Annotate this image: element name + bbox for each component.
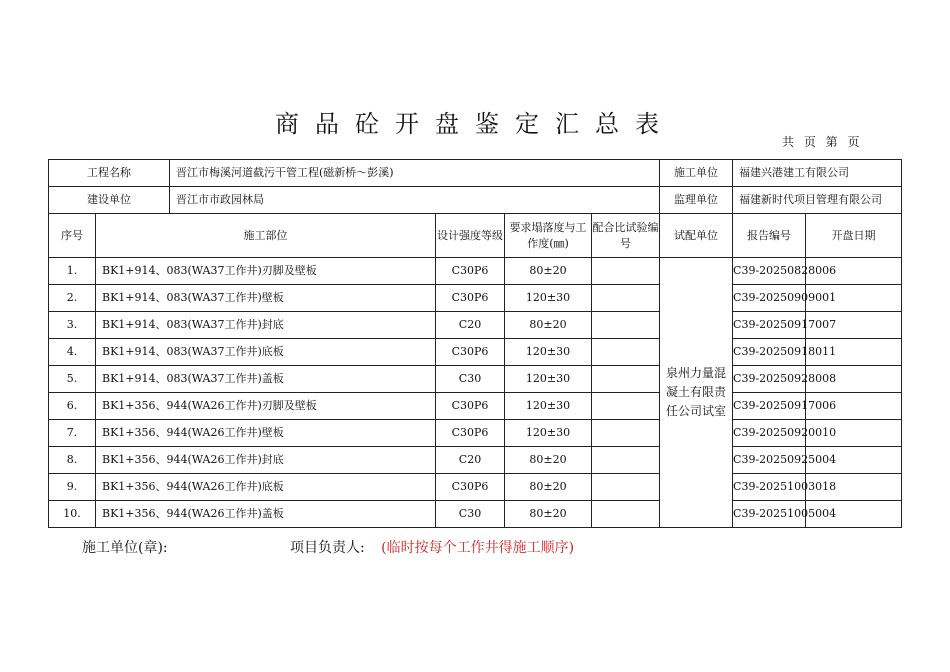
row-slump: 120±30: [505, 285, 592, 312]
info-row-project: [49, 160, 902, 187]
row-mix-no: [592, 258, 660, 285]
project-name-value: 晋江市梅溪河道截污干管工程(磁新桥～彭溪): [170, 160, 660, 187]
row-no: 5.: [49, 366, 96, 393]
row-slump: 80±20: [505, 312, 592, 339]
header-report: 报告编号: [733, 214, 806, 258]
table-row: [49, 420, 902, 447]
row-mix-no: [592, 420, 660, 447]
row-grade: C30P6: [436, 339, 505, 366]
row-no: 1.: [49, 258, 96, 285]
footer-note: (临时按每个工作井得施工顺序): [381, 540, 575, 556]
row-slump: 80±20: [505, 474, 592, 501]
row-no: 7.: [49, 420, 96, 447]
lab-unit: 泉州力量混凝土有限责任公司试室: [660, 258, 733, 528]
row-part: BK1+356、944(WA26工作井)刃脚及壁板: [96, 393, 436, 420]
row-grade: C30P6: [436, 474, 505, 501]
row-grade: C20: [436, 312, 505, 339]
contractor-value: 福建兴港建工有限公司: [733, 160, 902, 187]
row-part: BK1+356、944(WA26工作井)封底: [96, 447, 436, 474]
footer-leader-label: 项目负责人:: [290, 540, 365, 556]
row-no: 2.: [49, 285, 96, 312]
row-slump: 120±30: [505, 420, 592, 447]
row-report: C39-20250828006: [733, 258, 806, 285]
page-counter: 共 页 第 页: [782, 135, 860, 149]
row-grade: C30P6: [436, 285, 505, 312]
row-grade: C30: [436, 366, 505, 393]
row-mix-no: [592, 339, 660, 366]
row-mix-no: [592, 447, 660, 474]
row-part: BK1+356、944(WA26工作井)盖板: [96, 501, 436, 528]
row-part: BK1+914、083(WA37工作井)底板: [96, 339, 436, 366]
row-mix-no: [592, 393, 660, 420]
document-title: 商品砼开盘鉴定汇总表: [275, 110, 675, 138]
row-no: 9.: [49, 474, 96, 501]
row-report: C39-20250917006: [733, 393, 806, 420]
row-report: C39-20250928008: [733, 366, 806, 393]
header-slump: 要求塌落度与工作度(㎜): [505, 214, 592, 258]
table-row: [49, 312, 902, 339]
table-row: [49, 501, 902, 528]
row-part: BK1+914、083(WA37工作井)盖板: [96, 366, 436, 393]
table-row: [49, 474, 902, 501]
supervisor-value: 福建新时代项目管理有限公司: [733, 187, 902, 214]
row-report: C39-20250925004: [733, 447, 806, 474]
row-no: 8.: [49, 447, 96, 474]
header-lab: 试配单位: [660, 214, 733, 258]
row-no: 6.: [49, 393, 96, 420]
contractor-label: 施工单位: [660, 160, 733, 187]
table-row: [49, 447, 902, 474]
row-part: BK1+914、083(WA37工作井)壁板: [96, 285, 436, 312]
table-row: [49, 393, 902, 420]
row-mix-no: [592, 285, 660, 312]
table-row: [49, 258, 902, 285]
row-report: C39-20250909001: [733, 285, 806, 312]
header-grade: 设计强度等级: [436, 214, 505, 258]
row-report: C39-20251005004: [733, 501, 806, 528]
row-part: BK1+356、944(WA26工作井)壁板: [96, 420, 436, 447]
table-row: [49, 285, 902, 312]
row-part: BK1+914、083(WA37工作井)封底: [96, 312, 436, 339]
summary-table: [48, 159, 902, 528]
header-mix-no: 配合比试验编号: [592, 214, 660, 258]
header-part: 施工部位: [96, 214, 436, 258]
row-part: BK1+356、944(WA26工作井)底板: [96, 474, 436, 501]
row-no: 4.: [49, 339, 96, 366]
row-mix-no: [592, 366, 660, 393]
row-slump: 80±20: [505, 447, 592, 474]
owner-label: 建设单位: [49, 187, 170, 214]
row-slump: 80±20: [505, 501, 592, 528]
header-open-date: 开盘日期: [806, 214, 902, 258]
row-grade: C30P6: [436, 420, 505, 447]
row-slump: 80±20: [505, 258, 592, 285]
project-name-label: 工程名称: [49, 160, 170, 187]
header-no: 序号: [49, 214, 96, 258]
row-part: BK1+914、083(WA37工作井)刃脚及壁板: [96, 258, 436, 285]
row-report: C39-20250920010: [733, 420, 806, 447]
supervisor-label: 监理单位: [660, 187, 733, 214]
row-mix-no: [592, 312, 660, 339]
row-mix-no: [592, 474, 660, 501]
footer-project-leader: [290, 537, 574, 557]
footer-unit-seal: 施工单位(章):: [82, 540, 168, 556]
row-grade: C30P6: [436, 393, 505, 420]
row-slump: 120±30: [505, 393, 592, 420]
row-report: C39-20251003018: [733, 474, 806, 501]
row-no: 10.: [49, 501, 96, 528]
table-row: [49, 339, 902, 366]
owner-value: 晋江市市政园林局: [170, 187, 660, 214]
row-grade: C30: [436, 501, 505, 528]
row-slump: 120±30: [505, 366, 592, 393]
row-mix-no: [592, 501, 660, 528]
info-row-owner: [49, 187, 902, 214]
row-report: C39-20250918011: [733, 339, 806, 366]
row-grade: C20: [436, 447, 505, 474]
row-slump: 120±30: [505, 339, 592, 366]
table-header-row: [49, 214, 902, 258]
row-no: 3.: [49, 312, 96, 339]
row-report: C39-20250917007: [733, 312, 806, 339]
row-grade: C30P6: [436, 258, 505, 285]
table-row: [49, 366, 902, 393]
